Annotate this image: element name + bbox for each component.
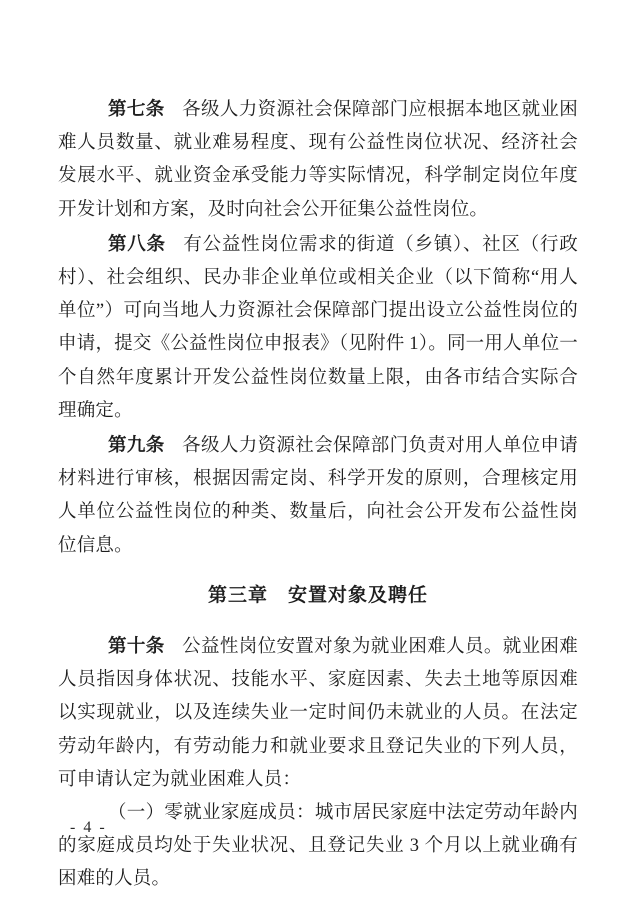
chapter-3-heading: 第三章 安置对象及聘任 — [207, 584, 428, 606]
item-1-text: （一）零就业家庭成员：城市居民家庭中法定劳动年龄内的家庭成员均处于失业状况、且登记失业 3 个月以上就业确有困难的人员。 — [58, 803, 578, 890]
paragraph-article-10 — [58, 629, 578, 797]
article-9-text: 各级人力资源社会保障部门负责对用人单位申请材料进行审核，根据因需定岗、科学开发的原则，合理核定用人单位公益性岗位的种类、数量后，向社会公开发布公益性岗位信息。 — [58, 436, 578, 556]
document-body — [58, 92, 578, 897]
paragraph-item-1 — [58, 797, 578, 897]
article-10-text: 公益性岗位安置对象为就业困难人员。就业困难人员指因身体状况、技能水平、家庭因素、失去土地等原因难以实现就业，以及连续失业一定时间仍未就业的人员。在法定劳动年龄内，有劳动能力和就业要求且登记失业的下列人员，可申请认定为就业困难人员： — [58, 637, 578, 790]
paragraph-article-9 — [58, 428, 578, 563]
article-9-number: 第九条 — [108, 434, 165, 456]
article-8-text: 有公益性岗位需求的街道（乡镇）、社区（行政村）、社会组织、民办非企业单位或相关企业（以下简称“用人单位”）可向当地人力资源社会保障部门提出设立公益性岗位的申请，提交《公益性岗位申报表》（见附件 1）。同一用人单位一个自然年度累计开发公益性岗位数量上限，由各市结合实际合理确定。 — [58, 234, 578, 421]
paragraph-article-7 — [58, 92, 578, 227]
article-7-text: 各级人力资源社会保障部门应根据本地区就业困难人员数量、就业难易程度、现有公益性岗位状况、经济社会发展水平、就业资金承受能力等实际情况，科学制定岗位年度开发计划和方案，及时向社会公开征集公益性岗位。 — [58, 100, 578, 220]
article-10-number: 第十条 — [108, 635, 165, 657]
paragraph-article-8 — [58, 227, 578, 428]
article-7-number: 第七条 — [108, 98, 165, 119]
article-8-number: 第八条 — [108, 232, 166, 254]
page-number: - 4 - — [70, 819, 107, 836]
